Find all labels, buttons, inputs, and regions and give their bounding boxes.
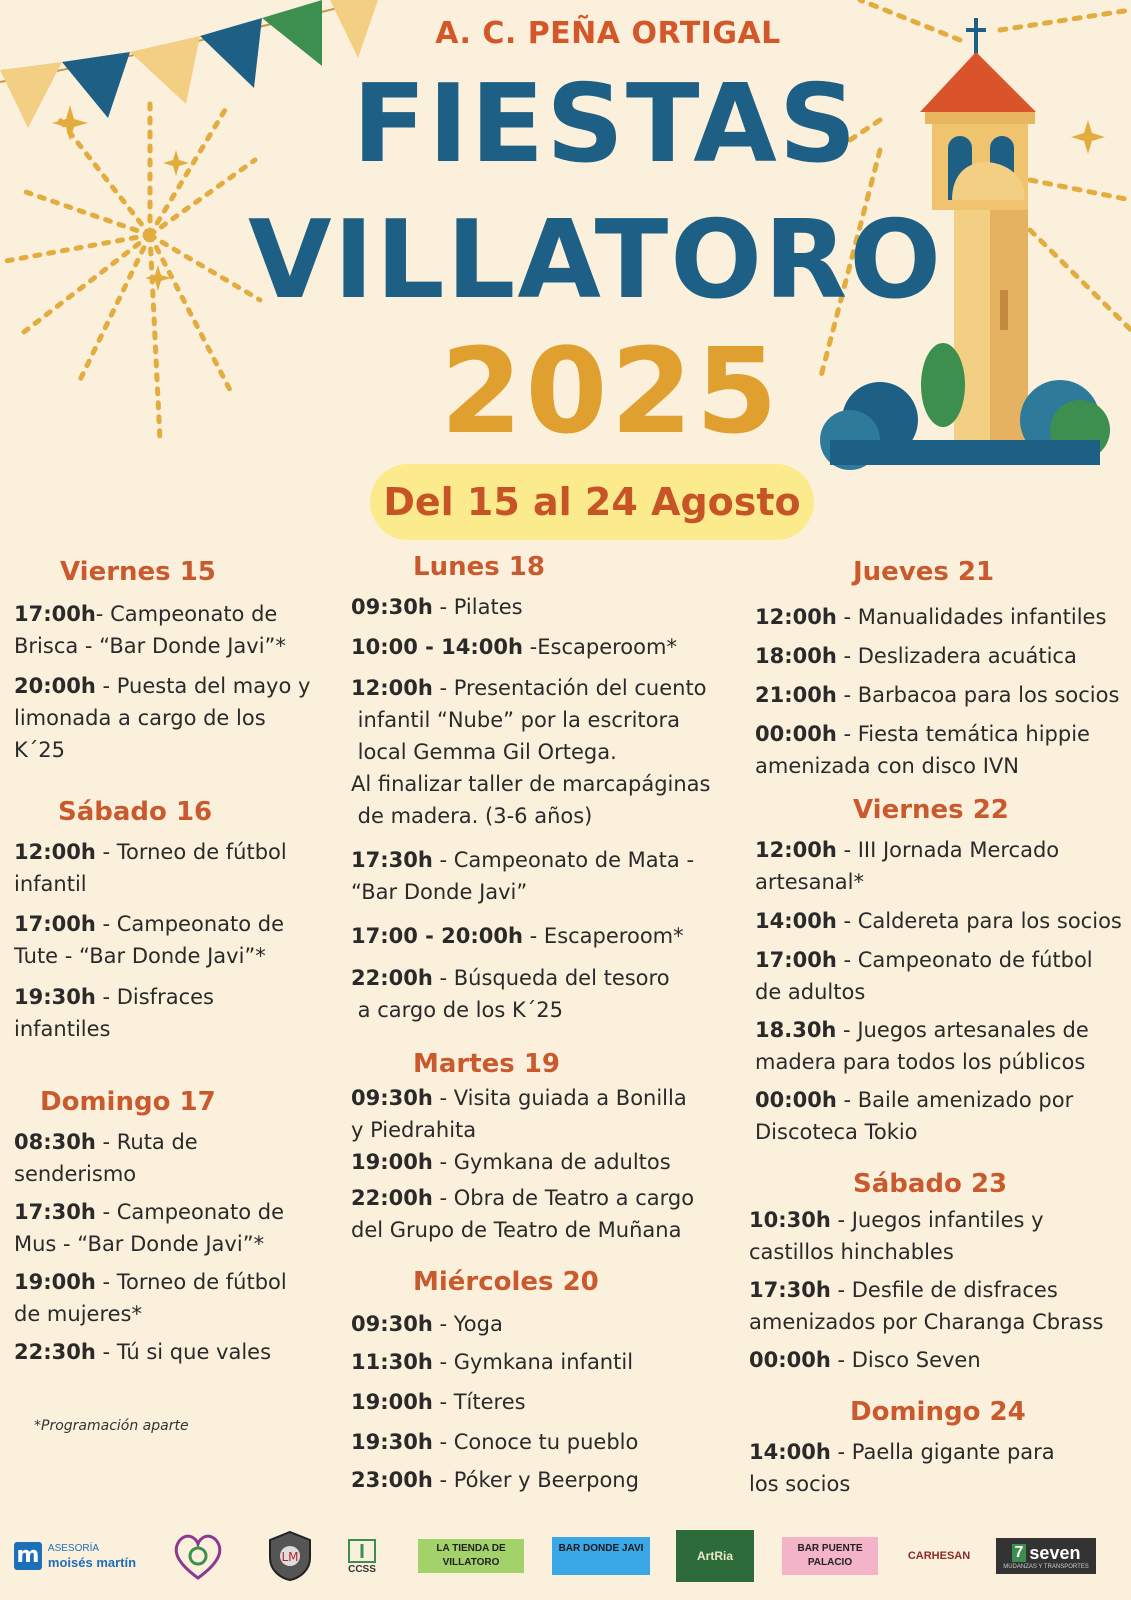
sponsor-asesoria: m ASESORÍA moisés martín — [10, 1530, 140, 1582]
event-item — [14, 908, 324, 972]
event-time: 19:00h — [14, 1270, 96, 1294]
event-separator: - — [432, 1390, 454, 1414]
event-description: Juegos infantiles y — [851, 1208, 1044, 1232]
event-description: Ruta de — [116, 1130, 198, 1154]
event-separator: - — [830, 1278, 852, 1302]
event-item — [351, 1082, 731, 1146]
event-time: 17:00h — [14, 912, 96, 936]
event-description: local Gemma Gil Ortega. — [351, 740, 617, 764]
event-separator: - — [836, 644, 858, 668]
sponsor-carhesan: CARHESAN — [907, 1550, 971, 1562]
event-separator: - — [432, 1186, 454, 1210]
event-description: Campeonato de — [116, 1200, 285, 1224]
event-separator: - — [836, 838, 858, 862]
event-description: y Piedrahita — [351, 1118, 477, 1142]
event-description: infantiles — [14, 1017, 111, 1041]
event-separator: - — [95, 985, 117, 1009]
event-item — [755, 1014, 1125, 1078]
event-description: Tute - “Bar Donde Javi”* — [14, 944, 266, 968]
event-time: 00:00h — [749, 1348, 831, 1372]
event-description: Torneo de fútbol — [116, 840, 287, 864]
event-item — [755, 640, 1125, 672]
event-separator: - — [432, 1468, 454, 1492]
event-description: amenizados por Charanga Cbrass — [749, 1310, 1104, 1334]
event-separator: - — [432, 1312, 454, 1336]
event-description: Campeonato de fútbol — [857, 948, 1093, 972]
event-time: 21:00h — [755, 683, 837, 707]
event-item — [351, 1464, 731, 1496]
event-item — [755, 679, 1125, 711]
event-time: 19:30h — [351, 1430, 433, 1454]
event-time: 18.30h — [755, 1018, 837, 1042]
event-item — [14, 836, 324, 900]
day-heading: Miércoles 20 — [413, 1267, 599, 1297]
event-separator: - — [432, 848, 454, 872]
event-separator: - — [432, 676, 454, 700]
event-description: castillos hinchables — [749, 1240, 954, 1264]
footnote: *Programación aparte — [34, 1418, 189, 1434]
event-description: limonada a cargo de los — [14, 706, 266, 730]
event-time: 10:00 - 14:00h — [351, 635, 523, 659]
event-separator: - — [432, 1086, 454, 1110]
sponsor-bar-donde-javi: BAR DONDE JAVI — [552, 1530, 650, 1582]
event-time: 22:30h — [14, 1340, 96, 1364]
event-time: 17:00 - 20:00h — [351, 924, 523, 948]
event-item — [14, 1126, 324, 1190]
event-separator: - — [95, 912, 117, 936]
event-description: Campeonato de — [110, 602, 278, 626]
event-time: 22:00h — [351, 966, 433, 990]
event-description: Barbacoa para los socios — [857, 683, 1120, 707]
dates-badge — [370, 464, 814, 540]
event-separator: - — [836, 605, 858, 629]
title-fiestas: FIESTAS — [352, 62, 859, 187]
event-description: Mus - “Bar Donde Javi”* — [14, 1232, 265, 1256]
event-description: Manualidades infantiles — [857, 605, 1107, 629]
event-item — [755, 718, 1125, 782]
event-time: 23:00h — [351, 1468, 433, 1492]
ccss-logo-icon — [347, 1538, 377, 1564]
event-separator: - — [95, 1200, 117, 1224]
event-time: 12:00h — [755, 605, 837, 629]
event-separator: - — [522, 924, 544, 948]
event-item — [755, 601, 1125, 633]
day-heading: Domingo 24 — [850, 1397, 1026, 1427]
event-separator: - — [432, 1350, 454, 1374]
event-item — [755, 905, 1125, 937]
event-description: III Jornada Mercado — [857, 838, 1060, 862]
event-time: 10:30h — [749, 1208, 831, 1232]
event-time: 09:30h — [351, 595, 433, 619]
event-description: madera para todos los públicos — [755, 1050, 1086, 1074]
event-item — [351, 844, 731, 908]
svg-text:LM: LM — [281, 1550, 299, 1564]
event-description: Discoteca Tokio — [755, 1120, 918, 1144]
day-heading: Domingo 17 — [40, 1087, 216, 1117]
event-time: 17:30h — [351, 848, 433, 872]
event-time: 08:30h — [14, 1130, 96, 1154]
event-description: del Grupo de Teatro de Muñana — [351, 1218, 682, 1242]
title-year: 2025 — [440, 322, 781, 460]
event-time: 12:00h — [14, 840, 96, 864]
event-time: 00:00h — [755, 1088, 837, 1112]
event-separator: - — [432, 966, 454, 990]
event-description: Yoga — [453, 1312, 503, 1336]
event-description: Baile amenizado por — [857, 1088, 1074, 1112]
event-description: Paella gigante para — [851, 1440, 1055, 1464]
event-description: Juegos artesanales de — [857, 1018, 1089, 1042]
event-item — [351, 1426, 731, 1458]
event-description: Desfile de disfraces — [851, 1278, 1058, 1302]
event-description: Campeonato de — [116, 912, 285, 936]
event-description: los socios — [749, 1472, 851, 1496]
event-description: Escaperoom* — [543, 924, 684, 948]
day-heading: Lunes 18 — [413, 552, 545, 582]
event-separator: - — [432, 595, 454, 619]
event-description: de mujeres* — [14, 1302, 142, 1326]
sponsor-heart-logo-icon — [168, 1530, 228, 1582]
event-item — [351, 1346, 731, 1378]
event-description: a cargo de los K´25 — [351, 998, 563, 1022]
event-item — [14, 981, 324, 1045]
sponsor-bar-puente: BAR PUENTE PALACIO — [782, 1530, 878, 1582]
event-description: de madera. (3-6 años) — [351, 804, 593, 828]
event-description: Disfraces — [116, 985, 214, 1009]
event-time: 17:00h — [755, 948, 837, 972]
event-description: senderismo — [14, 1162, 137, 1186]
event-description: Presentación del cuento — [453, 676, 707, 700]
event-description: Escaperoom* — [537, 635, 677, 659]
event-time: 17:30h — [14, 1200, 96, 1224]
day-heading: Sábado 23 — [853, 1169, 1008, 1199]
event-separator: - — [95, 602, 111, 626]
event-description: Tú si que vales — [116, 1340, 272, 1364]
event-separator: - — [95, 840, 117, 864]
event-time: 00:00h — [755, 722, 837, 746]
event-separator: - — [95, 1270, 117, 1294]
event-separator: - — [836, 683, 858, 707]
event-separator: - — [432, 1150, 454, 1174]
event-description: Gymkana de adultos — [453, 1150, 671, 1174]
event-description: Deslizadera acuática — [857, 644, 1077, 668]
event-description: Brisca - “Bar Donde Javi”* — [14, 634, 286, 658]
event-item — [351, 631, 731, 663]
event-time: 12:00h — [755, 838, 837, 862]
event-time: 12:00h — [351, 676, 433, 700]
event-item — [351, 1182, 731, 1246]
event-separator: - — [95, 1340, 117, 1364]
event-description: Conoce tu pueblo — [453, 1430, 639, 1454]
event-description: Obra de Teatro a cargo — [453, 1186, 695, 1210]
event-time: 22:00h — [351, 1186, 433, 1210]
sponsor-tienda: LA TIENDA DE VILLATORO — [418, 1530, 524, 1582]
event-description: Títeres — [453, 1390, 526, 1414]
event-description: Pilates — [453, 595, 523, 619]
event-description: “Bar Donde Javi” — [351, 880, 528, 904]
event-time: 19:00h — [351, 1150, 433, 1174]
dates-text: Del 15 al 24 Agosto — [383, 480, 801, 524]
event-separator: - — [522, 635, 538, 659]
event-item — [755, 944, 1125, 1008]
event-description: infantil — [14, 872, 87, 896]
event-item — [351, 672, 731, 832]
event-item — [351, 1308, 731, 1340]
event-item — [351, 1146, 731, 1178]
event-item — [749, 1274, 1119, 1338]
day-heading: Martes 19 — [413, 1049, 561, 1079]
event-item — [351, 591, 731, 623]
event-description: K´25 — [14, 738, 65, 762]
event-item — [14, 1196, 324, 1260]
event-time: 11:30h — [351, 1350, 433, 1374]
event-item — [351, 920, 731, 952]
event-description: Búsqueda del tesoro — [453, 966, 670, 990]
event-separator: - — [830, 1208, 852, 1232]
day-heading: Jueves 21 — [853, 557, 995, 587]
sponsor-artria: ArtRia — [676, 1530, 754, 1582]
event-item — [749, 1344, 1119, 1376]
event-separator: - — [95, 1130, 117, 1154]
event-time: 18:00h — [755, 644, 837, 668]
event-item — [351, 1386, 731, 1418]
asesoria-logo-icon: m — [14, 1542, 42, 1570]
event-item — [749, 1436, 1119, 1500]
association-name: A. C. PEÑA ORTIGAL — [435, 16, 781, 51]
event-description: Visita guiada a Bonilla — [453, 1086, 687, 1110]
sponsor-ccss: CCSS — [340, 1530, 384, 1582]
event-separator: - — [836, 722, 858, 746]
event-separator: - — [830, 1348, 852, 1372]
event-separator: - — [836, 909, 858, 933]
event-description: Puesta del mayo y — [116, 674, 311, 698]
event-item — [14, 598, 324, 662]
day-heading: Sábado 16 — [58, 797, 213, 827]
event-item — [14, 670, 324, 766]
event-time: 14:00h — [755, 909, 837, 933]
event-description: amenizada con disco IVN — [755, 754, 1019, 778]
event-separator: - — [836, 948, 858, 972]
event-description: infantil “Nube” por la escritora — [351, 708, 680, 732]
sponsor-shield-logo-icon — [262, 1530, 318, 1582]
event-separator: - — [432, 1430, 454, 1454]
event-separator: - — [830, 1440, 852, 1464]
seven-logo-icon: 7 — [1012, 1544, 1027, 1562]
event-description: Caldereta para los socios — [857, 909, 1122, 933]
event-time: 09:30h — [351, 1086, 433, 1110]
event-description: Póker y Beerpong — [453, 1468, 639, 1492]
event-description: artesanal* — [755, 870, 864, 894]
day-heading: Viernes 22 — [853, 795, 1009, 825]
event-time: 19:00h — [351, 1390, 433, 1414]
event-separator: - — [836, 1088, 858, 1112]
event-time: 20:00h — [14, 674, 96, 698]
event-item — [14, 1266, 324, 1330]
event-description: de adultos — [755, 980, 866, 1004]
title-villatoro: VILLATORO — [247, 198, 944, 323]
event-item — [755, 834, 1125, 898]
event-item — [351, 962, 731, 1026]
event-time: 14:00h — [749, 1440, 831, 1464]
event-time: 19:30h — [14, 985, 96, 1009]
day-heading: Viernes 15 — [60, 557, 216, 587]
event-item — [14, 1336, 324, 1368]
event-separator: - — [95, 674, 117, 698]
sponsor-seven: 7 seven MUDANZAS Y TRANSPORTES — [996, 1530, 1096, 1582]
event-item — [749, 1204, 1119, 1268]
event-description: Torneo de fútbol — [116, 1270, 287, 1294]
event-description: Gymkana infantil — [453, 1350, 634, 1374]
event-description: Al finalizar taller de marcapáginas — [351, 772, 711, 796]
event-description: Campeonato de Mata - — [453, 848, 695, 872]
event-separator: - — [836, 1018, 858, 1042]
event-item — [755, 1084, 1125, 1148]
event-description: Fiesta temática hippie — [857, 722, 1090, 746]
event-time: 17:00h — [14, 602, 96, 626]
event-description: Disco Seven — [851, 1348, 981, 1372]
event-time: 17:30h — [749, 1278, 831, 1302]
event-time: 09:30h — [351, 1312, 433, 1336]
